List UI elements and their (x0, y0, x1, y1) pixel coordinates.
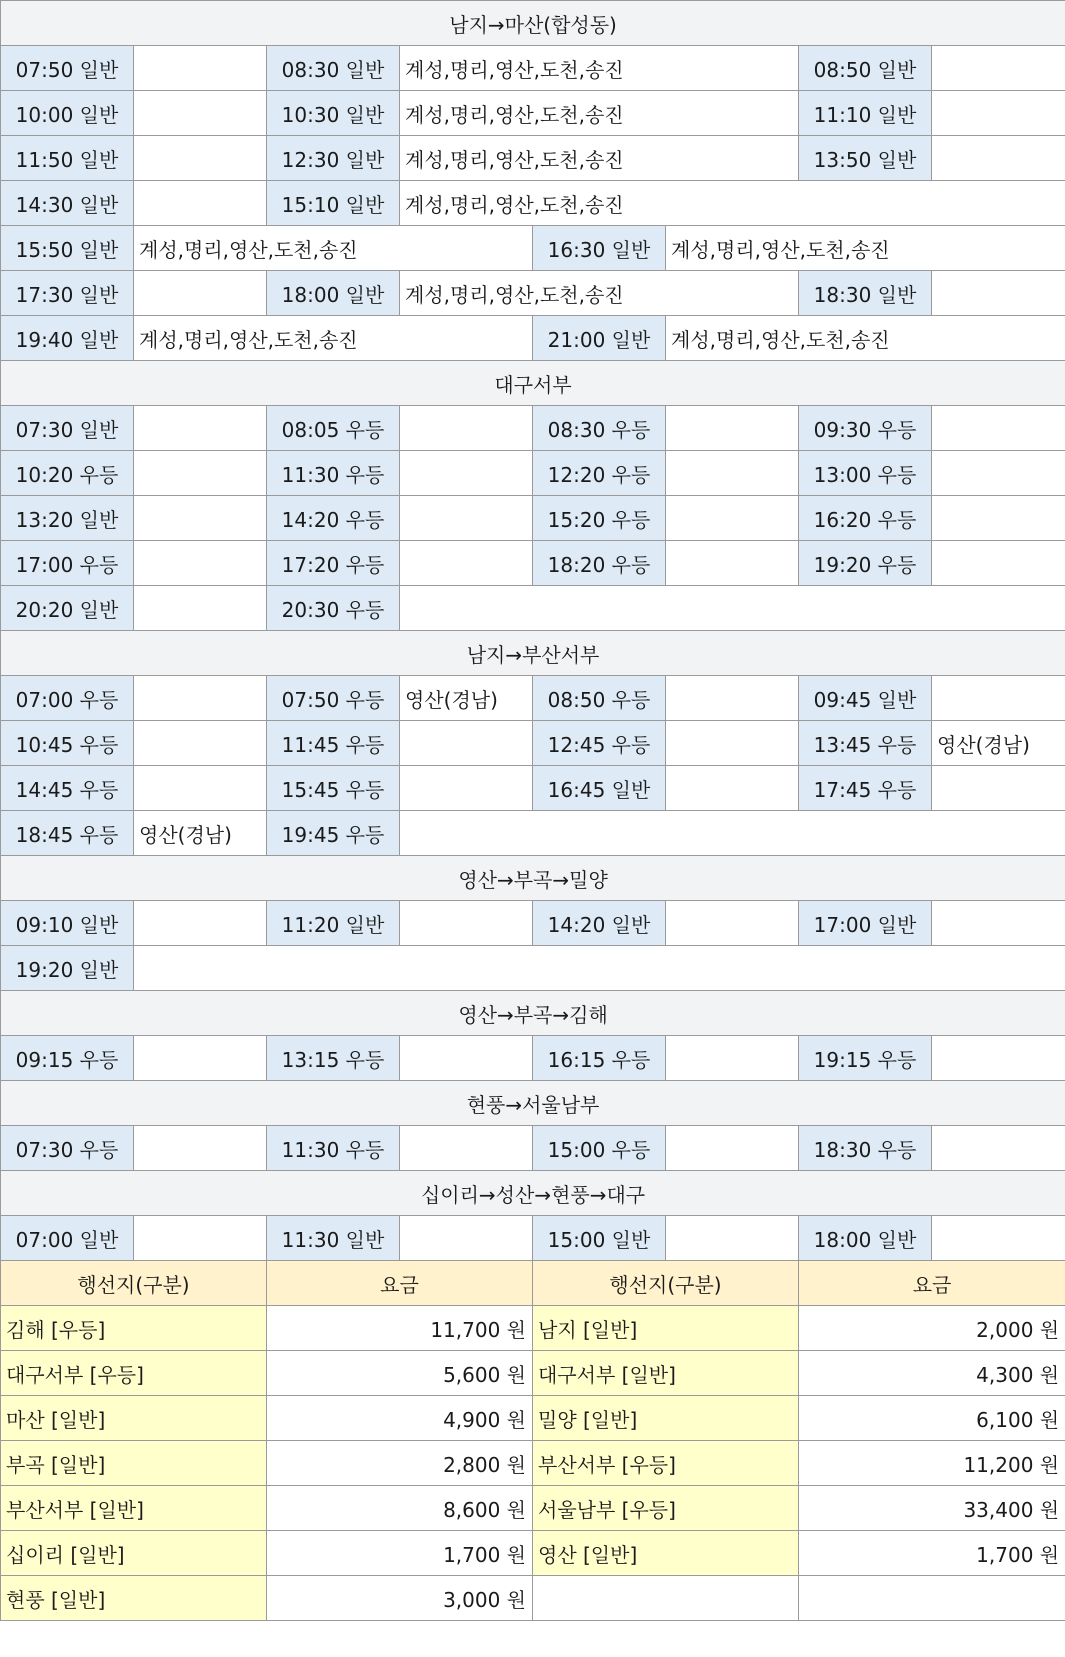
fare-price: 2,000 원 (799, 1306, 1065, 1351)
departure-time: 12:20 우등 (533, 451, 666, 496)
via-stops: 영산(경남) (400, 676, 533, 721)
fare-destination: 남지 [일반] (533, 1306, 799, 1351)
fare-price: 3,000 원 (267, 1576, 533, 1621)
fare-destination: 부곡 [일반] (1, 1441, 267, 1486)
via-stops: 영산(경남) (134, 811, 267, 856)
via-stops (932, 136, 1065, 181)
via-stops (932, 451, 1065, 496)
route-header-row (1, 1081, 1065, 1126)
departure-time: 20:20 일반 (1, 586, 134, 631)
departure-row (1, 316, 1065, 361)
departure-time: 07:00 우등 (1, 676, 134, 721)
departure-row (1, 676, 1065, 721)
via-stops (932, 766, 1065, 811)
route-title: 현풍→서울남부 (1, 1081, 1065, 1126)
departure-time: 10:20 우등 (1, 451, 134, 496)
via-stops (666, 496, 799, 541)
departure-time: 15:00 우등 (533, 1126, 666, 1171)
via-stops (134, 541, 267, 586)
fare-row (1, 1351, 1065, 1396)
via-stops (932, 676, 1065, 721)
via-stops (932, 406, 1065, 451)
departure-time: 14:45 우등 (1, 766, 134, 811)
fare-destination: 십이리 [일반] (1, 1531, 267, 1576)
departure-time: 17:00 일반 (799, 901, 932, 946)
departure-time: 14:20 우등 (267, 496, 400, 541)
fare-destination: 밀양 [일반] (533, 1396, 799, 1441)
fare-destination: 대구서부 [우등] (1, 1351, 267, 1396)
fare-price: 11,200 원 (799, 1441, 1065, 1486)
fare-header-row (1, 1261, 1065, 1306)
via-stops (134, 586, 267, 631)
fare-destination: 마산 [일반] (1, 1396, 267, 1441)
departure-time: 08:50 일반 (799, 46, 932, 91)
fare-price: 2,800 원 (267, 1441, 533, 1486)
departure-time: 17:45 우등 (799, 766, 932, 811)
departure-time: 19:20 일반 (1, 946, 134, 991)
fare-destination: 대구서부 [일반] (533, 1351, 799, 1396)
via-stops (134, 271, 267, 316)
fare-price: 1,700 원 (267, 1531, 533, 1576)
fare-price: 1,700 원 (799, 1531, 1065, 1576)
via-stops (400, 766, 533, 811)
departure-row (1, 1216, 1065, 1261)
via-stops (400, 406, 533, 451)
departure-time: 08:05 우등 (267, 406, 400, 451)
departure-row (1, 766, 1065, 811)
route-header-row (1, 856, 1065, 901)
fare-row (1, 1576, 1065, 1621)
via-stops: 계성,명리,영산,도천,송진 (400, 271, 799, 316)
departure-time: 17:20 우등 (267, 541, 400, 586)
departure-time: 18:45 우등 (1, 811, 134, 856)
departure-row (1, 1126, 1065, 1171)
departure-time: 11:30 일반 (267, 1216, 400, 1261)
departure-row (1, 1036, 1065, 1081)
via-stops (666, 406, 799, 451)
departure-time: 13:45 우등 (799, 721, 932, 766)
via-stops (134, 721, 267, 766)
via-stops (400, 811, 1065, 856)
fare-header-price: 요금 (799, 1261, 1065, 1306)
departure-time: 07:30 우등 (1, 1126, 134, 1171)
route-header-row (1, 991, 1065, 1036)
via-stops: 계성,명리,영산,도천,송진 (134, 316, 533, 361)
departure-time: 19:45 우등 (267, 811, 400, 856)
departure-row (1, 946, 1065, 991)
fare-destination: 부산서부 [우등] (533, 1441, 799, 1486)
fare-destination: 부산서부 [일반] (1, 1486, 267, 1531)
route-header-row (1, 631, 1065, 676)
departure-row (1, 226, 1065, 271)
route-title: 대구서부 (1, 361, 1065, 406)
departure-time: 18:30 우등 (799, 1126, 932, 1171)
via-stops (932, 541, 1065, 586)
departure-time: 16:15 우등 (533, 1036, 666, 1081)
departure-time: 14:20 일반 (533, 901, 666, 946)
route-header-row (1, 1, 1065, 46)
fare-row (1, 1396, 1065, 1441)
departure-time: 17:00 우등 (1, 541, 134, 586)
departure-time: 10:00 일반 (1, 91, 134, 136)
departure-time: 13:00 우등 (799, 451, 932, 496)
via-stops (666, 1126, 799, 1171)
departure-row (1, 451, 1065, 496)
departure-time: 07:50 우등 (267, 676, 400, 721)
via-stops (134, 1036, 267, 1081)
via-stops (134, 766, 267, 811)
via-stops (400, 901, 533, 946)
via-stops (932, 496, 1065, 541)
fare-price: 5,600 원 (267, 1351, 533, 1396)
via-stops (400, 721, 533, 766)
via-stops: 계성,명리,영산,도천,송진 (400, 136, 799, 181)
via-stops: 계성,명리,영산,도천,송진 (400, 91, 799, 136)
route-title: 남지→마산(합성동) (1, 1, 1065, 46)
departure-row (1, 91, 1065, 136)
via-stops (932, 271, 1065, 316)
via-stops (666, 676, 799, 721)
departure-time: 07:00 일반 (1, 1216, 134, 1261)
fare-destination: 영산 [일반] (533, 1531, 799, 1576)
departure-time: 11:20 일반 (267, 901, 400, 946)
departure-time: 15:10 일반 (267, 181, 400, 226)
via-stops (134, 1216, 267, 1261)
departure-time: 18:20 우등 (533, 541, 666, 586)
via-stops (134, 901, 267, 946)
via-stops: 계성,명리,영산,도천,송진 (666, 316, 1065, 361)
via-stops (134, 496, 267, 541)
departure-time: 07:30 일반 (1, 406, 134, 451)
fare-price: 11,700 원 (267, 1306, 533, 1351)
departure-row (1, 46, 1065, 91)
departure-time: 07:50 일반 (1, 46, 134, 91)
departure-time: 13:20 일반 (1, 496, 134, 541)
via-stops (400, 496, 533, 541)
via-stops (134, 46, 267, 91)
fare-price: 4,300 원 (799, 1351, 1065, 1396)
departure-time: 19:20 우등 (799, 541, 932, 586)
departure-time: 16:45 일반 (533, 766, 666, 811)
fare-header-destination: 행선지(구분) (533, 1261, 799, 1306)
fare-row (1, 1531, 1065, 1576)
via-stops (932, 1036, 1065, 1081)
via-stops (134, 91, 267, 136)
via-stops (134, 676, 267, 721)
via-stops (666, 451, 799, 496)
via-stops (932, 1216, 1065, 1261)
route-title: 십이리→성산→현풍→대구 (1, 1171, 1065, 1216)
fare-destination: 현풍 [일반] (1, 1576, 267, 1621)
fare-header-destination: 행선지(구분) (1, 1261, 267, 1306)
fare-price: 4,900 원 (267, 1396, 533, 1441)
departure-time: 15:45 우등 (267, 766, 400, 811)
departure-row (1, 181, 1065, 226)
departure-time: 19:40 일반 (1, 316, 134, 361)
departure-time: 17:30 일반 (1, 271, 134, 316)
departure-time: 13:15 우등 (267, 1036, 400, 1081)
departure-time: 11:30 우등 (267, 1126, 400, 1171)
departure-time: 18:30 일반 (799, 271, 932, 316)
via-stops (134, 136, 267, 181)
fare-price: 8,600 원 (267, 1486, 533, 1531)
via-stops (134, 451, 267, 496)
via-stops (400, 1036, 533, 1081)
route-title: 영산→부곡→밀양 (1, 856, 1065, 901)
via-stops (932, 1126, 1065, 1171)
departure-time: 09:15 우등 (1, 1036, 134, 1081)
via-stops (134, 181, 267, 226)
departure-time: 11:30 우등 (267, 451, 400, 496)
departure-row (1, 586, 1065, 631)
via-stops (134, 406, 267, 451)
via-stops (400, 1126, 533, 1171)
departure-time: 09:30 우등 (799, 406, 932, 451)
departure-time: 12:45 우등 (533, 721, 666, 766)
via-stops: 계성,명리,영산,도천,송진 (400, 46, 799, 91)
departure-time: 20:30 우등 (267, 586, 400, 631)
departure-time: 18:00 일반 (799, 1216, 932, 1261)
via-stops: 영산(경남) (932, 721, 1065, 766)
via-stops (666, 1216, 799, 1261)
fare-destination (533, 1576, 799, 1621)
fare-row (1, 1486, 1065, 1531)
via-stops: 계성,명리,영산,도천,송진 (400, 181, 1065, 226)
via-stops (134, 1126, 267, 1171)
fare-header-price: 요금 (267, 1261, 533, 1306)
departure-row (1, 136, 1065, 181)
timetable-body (1, 1, 1065, 1621)
via-stops: 계성,명리,영산,도천,송진 (134, 226, 533, 271)
departure-time: 16:30 일반 (533, 226, 666, 271)
via-stops (932, 91, 1065, 136)
departure-time: 15:00 일반 (533, 1216, 666, 1261)
departure-time: 13:50 일반 (799, 136, 932, 181)
departure-time: 08:30 일반 (267, 46, 400, 91)
departure-time: 09:45 일반 (799, 676, 932, 721)
departure-time: 11:45 우등 (267, 721, 400, 766)
departure-time: 21:00 일반 (533, 316, 666, 361)
via-stops (400, 586, 1065, 631)
via-stops (666, 1036, 799, 1081)
route-header-row (1, 1171, 1065, 1216)
fare-price: 33,400 원 (799, 1486, 1065, 1531)
departure-time: 09:10 일반 (1, 901, 134, 946)
via-stops (400, 1216, 533, 1261)
route-title: 영산→부곡→김해 (1, 991, 1065, 1036)
departure-time: 19:15 우등 (799, 1036, 932, 1081)
fare-row (1, 1441, 1065, 1486)
departure-time: 10:45 우등 (1, 721, 134, 766)
departure-row (1, 271, 1065, 316)
via-stops (932, 46, 1065, 91)
via-stops (666, 766, 799, 811)
via-stops (932, 901, 1065, 946)
departure-row (1, 406, 1065, 451)
fare-destination: 서울남부 [우등] (533, 1486, 799, 1531)
route-header-row (1, 361, 1065, 406)
departure-time: 12:30 일반 (267, 136, 400, 181)
departure-time: 16:20 우등 (799, 496, 932, 541)
departure-time: 15:50 일반 (1, 226, 134, 271)
via-stops: 계성,명리,영산,도천,송진 (666, 226, 1065, 271)
via-stops (400, 451, 533, 496)
via-stops (666, 901, 799, 946)
via-stops (666, 541, 799, 586)
via-stops (666, 721, 799, 766)
fare-price (799, 1576, 1065, 1621)
route-title: 남지→부산서부 (1, 631, 1065, 676)
departure-row (1, 541, 1065, 586)
departure-row (1, 901, 1065, 946)
departure-time: 15:20 우등 (533, 496, 666, 541)
departure-row (1, 496, 1065, 541)
via-stops (400, 541, 533, 586)
departure-time: 11:50 일반 (1, 136, 134, 181)
departure-time: 18:00 일반 (267, 271, 400, 316)
fare-row (1, 1306, 1065, 1351)
departure-time: 08:50 우등 (533, 676, 666, 721)
departure-time: 11:10 일반 (799, 91, 932, 136)
departure-time: 14:30 일반 (1, 181, 134, 226)
departure-row (1, 721, 1065, 766)
departure-time: 08:30 우등 (533, 406, 666, 451)
departure-time: 10:30 일반 (267, 91, 400, 136)
via-stops (134, 946, 1065, 991)
fare-destination: 김해 [우등] (1, 1306, 267, 1351)
departure-row (1, 811, 1065, 856)
fare-price: 6,100 원 (799, 1396, 1065, 1441)
